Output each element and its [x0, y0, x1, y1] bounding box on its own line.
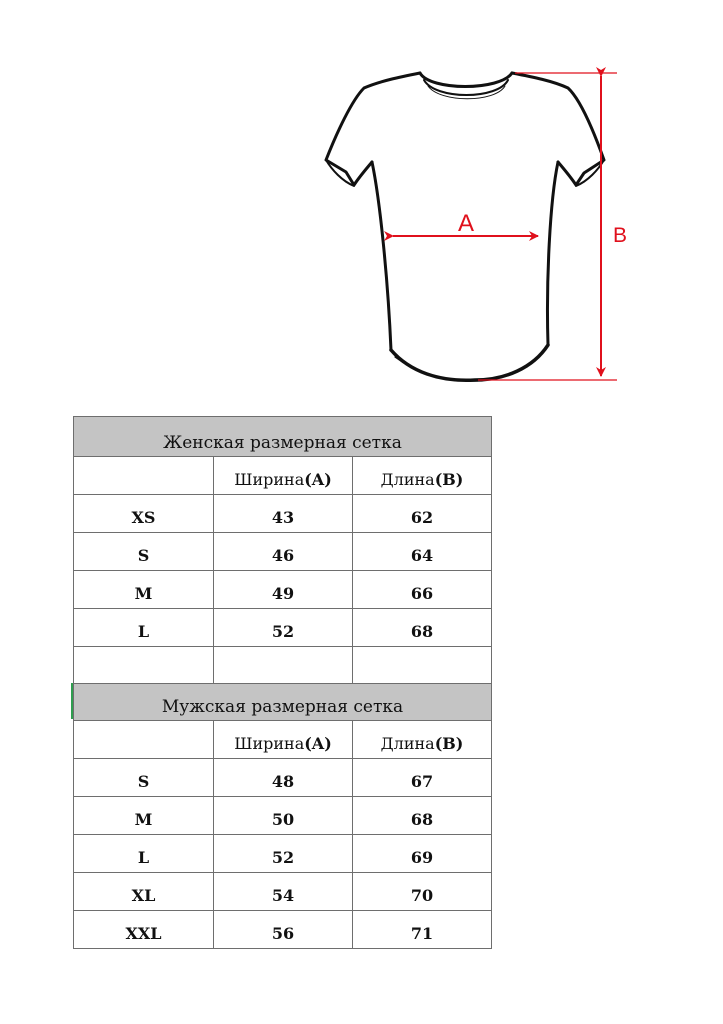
women-header-row [74, 457, 492, 495]
men-header-row [74, 721, 492, 759]
length-cell: 66 [353, 571, 492, 609]
women-table-title: Женская размерная сетка [74, 417, 492, 457]
men-title-row [74, 684, 492, 721]
length-cell: 68 [353, 797, 492, 835]
length-cell: 62 [353, 495, 492, 533]
length-cell: 70 [353, 873, 492, 911]
men-header-width: Ширина(A) [214, 721, 353, 759]
width-cell: 56 [214, 911, 353, 949]
empty-cell [353, 647, 492, 685]
width-cell: 52 [214, 609, 353, 647]
table-row [74, 797, 492, 835]
table-row [74, 759, 492, 797]
table-row [74, 533, 492, 571]
size-cell: XXL [74, 911, 214, 949]
empty-cell [214, 647, 353, 685]
table-row [74, 571, 492, 609]
size-cell: XS [74, 495, 214, 533]
men-header-empty [74, 721, 214, 759]
women-header-empty [74, 457, 214, 495]
table-row [74, 911, 492, 949]
length-cell: 64 [353, 533, 492, 571]
width-cell: 48 [214, 759, 353, 797]
measurement-lines [393, 73, 627, 380]
width-cell: 46 [214, 533, 353, 571]
men-size-table [73, 683, 492, 949]
length-cell: 71 [353, 911, 492, 949]
women-header-length: Длина(B) [353, 457, 492, 495]
size-cell: M [74, 571, 214, 609]
length-cell: 68 [353, 609, 492, 647]
size-cell: S [74, 759, 214, 797]
women-size-table [73, 416, 492, 685]
table-row [74, 873, 492, 911]
length-cell: 69 [353, 835, 492, 873]
table-row [74, 835, 492, 873]
size-cell: M [74, 797, 214, 835]
width-cell: 54 [214, 873, 353, 911]
width-label: A [457, 210, 475, 237]
men-table-title: Мужская размерная сетка [74, 684, 492, 721]
women-header-width: Ширина(A) [214, 457, 353, 495]
length-label: B [612, 224, 628, 247]
width-cell: 52 [214, 835, 353, 873]
width-cell: 43 [214, 495, 353, 533]
empty-cell [74, 647, 214, 685]
size-cell: XL [74, 873, 214, 911]
size-cell: S [74, 533, 214, 571]
men-header-length: Длина(B) [353, 721, 492, 759]
table-row [74, 609, 492, 647]
size-cell: L [74, 609, 214, 647]
tshirt-measurement-diagram [0, 0, 723, 400]
length-cell: 67 [353, 759, 492, 797]
women-title-row [74, 417, 492, 457]
width-cell: 50 [214, 797, 353, 835]
size-cell: L [74, 835, 214, 873]
width-cell: 49 [214, 571, 353, 609]
empty-row [74, 647, 492, 685]
table-row [74, 495, 492, 533]
